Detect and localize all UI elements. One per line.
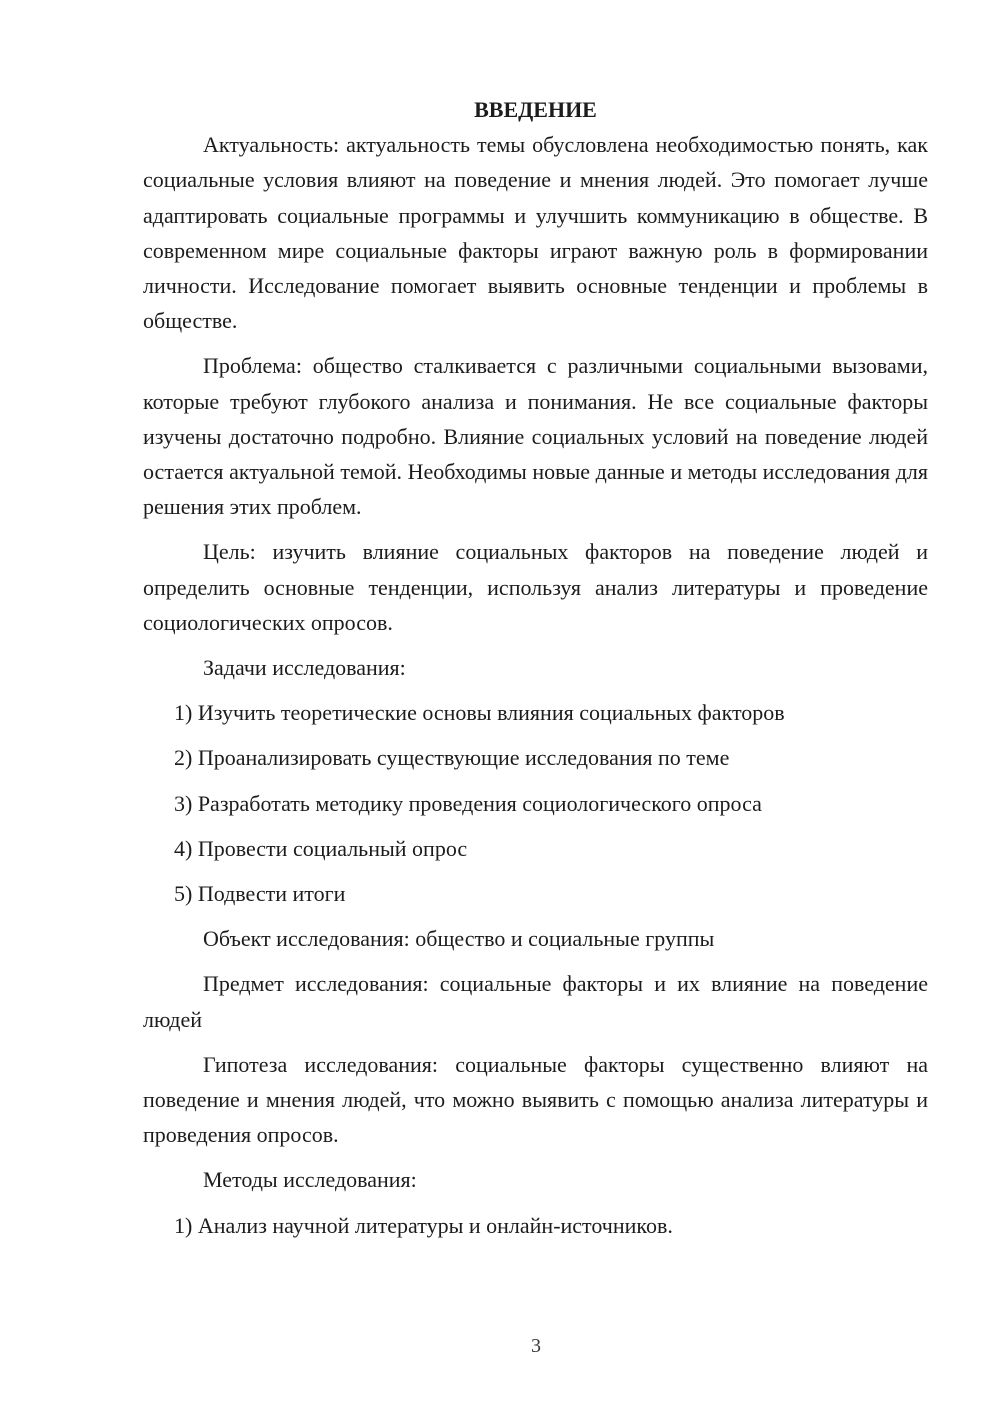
object-paragraph: Объект исследования: общество и социальные группы (203, 926, 715, 952)
task-item: 1) Изучить теоретические основы влияния социальных факторов (174, 700, 785, 726)
section-title: ВВЕДЕНИЕ (474, 97, 597, 122)
goal-paragraph: Цель: изучить влияние социальных факторов на поведение людей и определить основные тенденции, используя анализ литературы и проведение социологических опросов. (143, 539, 928, 635)
task-item: 4) Провести социальный опрос (174, 835, 468, 861)
method-item: 1) Анализ научной литературы и онлайн-источников. (174, 1212, 673, 1238)
hypothesis-paragraph: Гипотеза исследования: социальные факторы существенно влияют на поведение и мнения людей, что можно выявить с помощью анализа литературы и проведения опросов. (143, 1051, 928, 1148)
tasks-heading: Задачи исследования: (203, 655, 406, 681)
subject-paragraph: Предмет исследования: социальные факторы и их влияние на поведение людей (143, 971, 928, 1032)
relevance-paragraph: Актуальность: актуальность темы обусловлена необходимостью понять, как социальные условия влияют на поведение и мнения людей. Это помогает лучше адаптировать социальные программы и улучшить коммуникацию в обществе. В современном мире социальные факторы играют важную роль в формировании личности. Исследование помогает выявить основные тенденции и проблемы в обществе. (143, 132, 928, 334)
task-item: 2) Проанализировать существующие исследования по теме (174, 745, 730, 771)
methods-heading: Методы исследования: (203, 1167, 417, 1193)
document-page (143, 92, 928, 1243)
task-item: 3) Разработать методику проведения социологического опроса (174, 790, 762, 816)
page-number: 3 (531, 1335, 541, 1357)
task-item: 5) Подвести итоги (174, 881, 346, 907)
problem-paragraph: Проблема: общество сталкивается с различными социальными вызовами, которые требуют глубокого анализа и понимания. Не все социальные факторы изучены достаточно подробно. Влияние социальных условий на поведение людей остается актуальной темой. Необходимы новые данные и методы исследования для решения этих проблем. (143, 353, 928, 520)
